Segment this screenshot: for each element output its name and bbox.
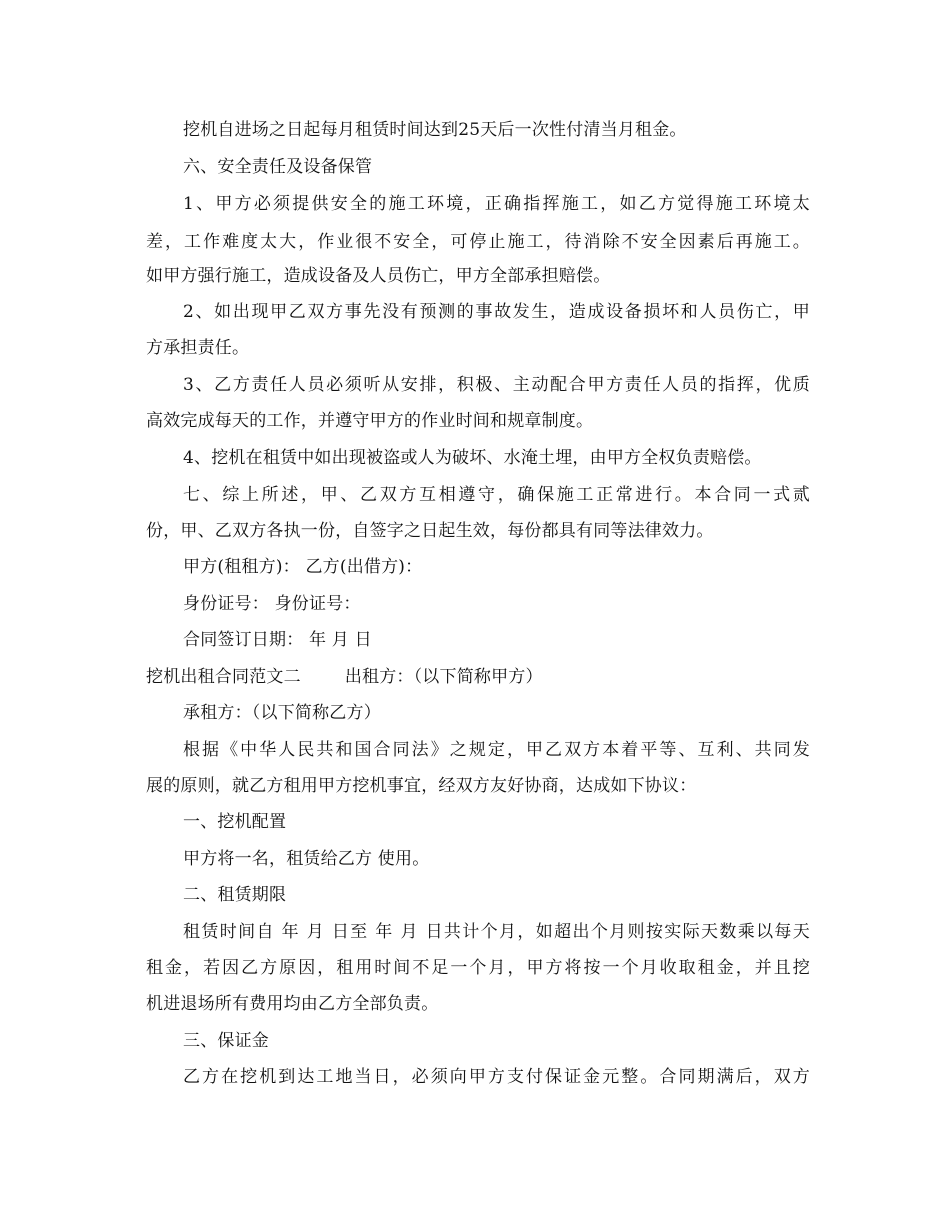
paragraph-line: 展的原则，就乙方租用甲方挖机事宜，经双方友好协商，达成如下协议： xyxy=(146,776,697,796)
paragraph-line: 机进退场所有费用均由乙方全部负责。 xyxy=(146,994,439,1014)
contract-title-line xyxy=(146,665,810,689)
paragraph-line: 高效完成每天的工作，并遵守甲方的作业时间和规章制度。 xyxy=(146,411,594,431)
paragraph-line: 七、综上所述，甲、乙双方互相遵守，确保施工正常进行。本合同一式贰 xyxy=(183,485,810,505)
id-number-line: 身份证号： 身份证号： xyxy=(183,594,361,614)
paragraph-line: 3、乙方责任人员必须听从安排，积极、主动配合甲方责任人员的指挥，优质 xyxy=(183,375,810,395)
paragraph-line: 租赁时间自 年 月 日至 年 月 日共计个月，如超出个月则按实际天数乘以每天 xyxy=(183,922,810,942)
signing-date-line: 合同签订日期： 年 月 日 xyxy=(183,630,372,650)
paragraph-line: 租金，若因乙方原因，租用时间不足一个月，甲方将按一个月收取租金，并且挖 xyxy=(146,958,810,978)
section-heading-3: 三、保证金 xyxy=(183,1031,269,1051)
paragraph-line: 乙方在挖机到达工地当日，必须向甲方支付保证金元整。合同期满后，双方 xyxy=(183,1067,810,1087)
paragraph-line: 份，甲、乙双方各执一份，自签字之日起生效，每份都具有同等法律效力。 xyxy=(146,521,714,541)
section-heading-1: 一、挖机配置 xyxy=(183,812,287,832)
section-heading-6: 六、安全责任及设备保管 xyxy=(183,157,373,177)
paragraph-line: 根据《中华人民共和国合同法》之规定，甲乙双方本着平等、互利、共同发 xyxy=(183,740,810,760)
paragraph-line: 挖机自进场之日起每月租赁时间达到25天后一次性付清当月租金。 xyxy=(183,120,687,140)
lessor-label: 出租方：（以下简称甲方） xyxy=(344,667,543,687)
lessee-label: 承租方：（以下简称乙方） xyxy=(183,703,381,723)
paragraph-line: 甲方将一名，租赁给乙方 使用。 xyxy=(183,849,430,869)
contract-title: 挖机出租合同范文二 xyxy=(146,667,301,687)
signature-party-line: 甲方(租租方)： 乙方(出借方)： xyxy=(183,557,423,577)
paragraph-line: 如甲方强行施工，造成设备及人员伤亡，甲方全部承担赔偿。 xyxy=(146,266,611,286)
paragraph-line: 4、挖机在租赁中如出现被盗或人为破坏、水淹土埋，由甲方全权负责赔偿。 xyxy=(183,448,762,468)
section-heading-2: 二、租赁期限 xyxy=(183,885,287,905)
paragraph-line: 方承担责任。 xyxy=(146,338,250,358)
paragraph-line: 差，工作难度太大，作业很不安全，可停止施工，待消除不安全因素后再施工。 xyxy=(146,232,810,252)
paragraph-line: 2、如出现甲乙双方事先没有预测的事故发生，造成设备损坏和人员伤亡，甲 xyxy=(183,302,810,322)
paragraph-line: 1、甲方必须提供安全的施工环境，正确指挥施工，如乙方觉得施工环境太 xyxy=(183,194,810,214)
